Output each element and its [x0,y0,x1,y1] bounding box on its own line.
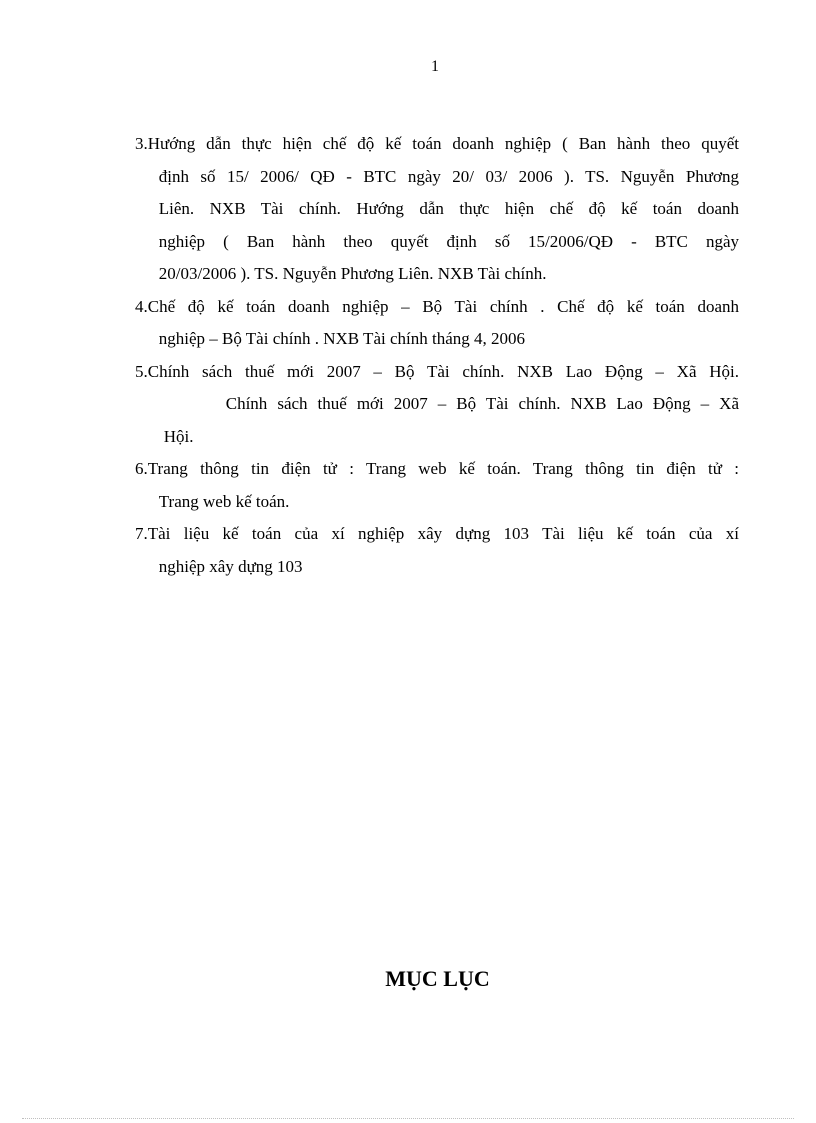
reference-line: 20/03/2006 ). TS. Nguyễn Phương Liên. NXB Tài chính. [158,264,547,283]
reference-item-4 [135,291,739,356]
reference-text [148,453,739,518]
reference-line: nghiệp ( Ban hành theo quyết định số 15/2006/QĐ - BTC ngày [158,231,739,251]
reference-item-6 [135,453,739,518]
reference-line: Hội. [163,426,194,446]
reference-number: 6. [135,459,148,478]
reference-item-3 [135,128,739,291]
reference-line: Tài liệu kế toán của xí nghiệp xây dựng 103 Tài liệu kế toán của xí [147,524,739,543]
page-number: 1 [431,58,439,75]
reference-line: Trang web kế toán. [158,491,290,511]
reference-text [148,518,739,583]
reference-item-7 [135,518,739,583]
reference-text [148,291,739,356]
reference-line: định số 15/ 2006/ QĐ - BTC ngày 20/ 03/ 2006 ). TS. Nguyễn Phương [158,166,739,186]
reference-line: Chính sách thuế mới 2007 – Bộ Tài chính. NXB Lao Động – Xã Hội. [147,361,739,381]
reference-number: 7. [135,524,148,543]
reference-list [135,128,739,583]
reference-line: Chính sách thuế mới 2007 – Bộ Tài chính. NXB Lao Động – Xã [225,394,739,413]
reference-number: 5. [135,361,148,381]
reference-number: 3. [135,134,148,153]
reference-line: nghiệp xây dựng 103 [158,556,303,576]
reference-number: 4. [135,296,148,316]
page-bottom-divider [22,1118,794,1119]
reference-line: Liên. NXB Tài chính. Hướng dẫn thực hiện chế độ kế toán doanh [158,199,739,218]
reference-item-5 [135,356,739,454]
reference-line: Chế độ kế toán doanh nghiệp – Bộ Tài chính . Chế độ kế toán doanh [147,296,739,316]
reference-line: Trang thông tin điện tử : Trang web kế toán. Trang thông tin điện tử : [147,459,739,478]
toc-title: MỤC LỤC [385,966,490,991]
reference-text [148,356,739,454]
reference-text [148,128,739,291]
reference-line: Hướng dẫn thực hiện chế độ kế toán doanh nghiệp ( Ban hành theo quyết [147,134,739,153]
reference-line: nghiệp – Bộ Tài chính . NXB Tài chính tháng 4, 2006 [158,329,525,348]
